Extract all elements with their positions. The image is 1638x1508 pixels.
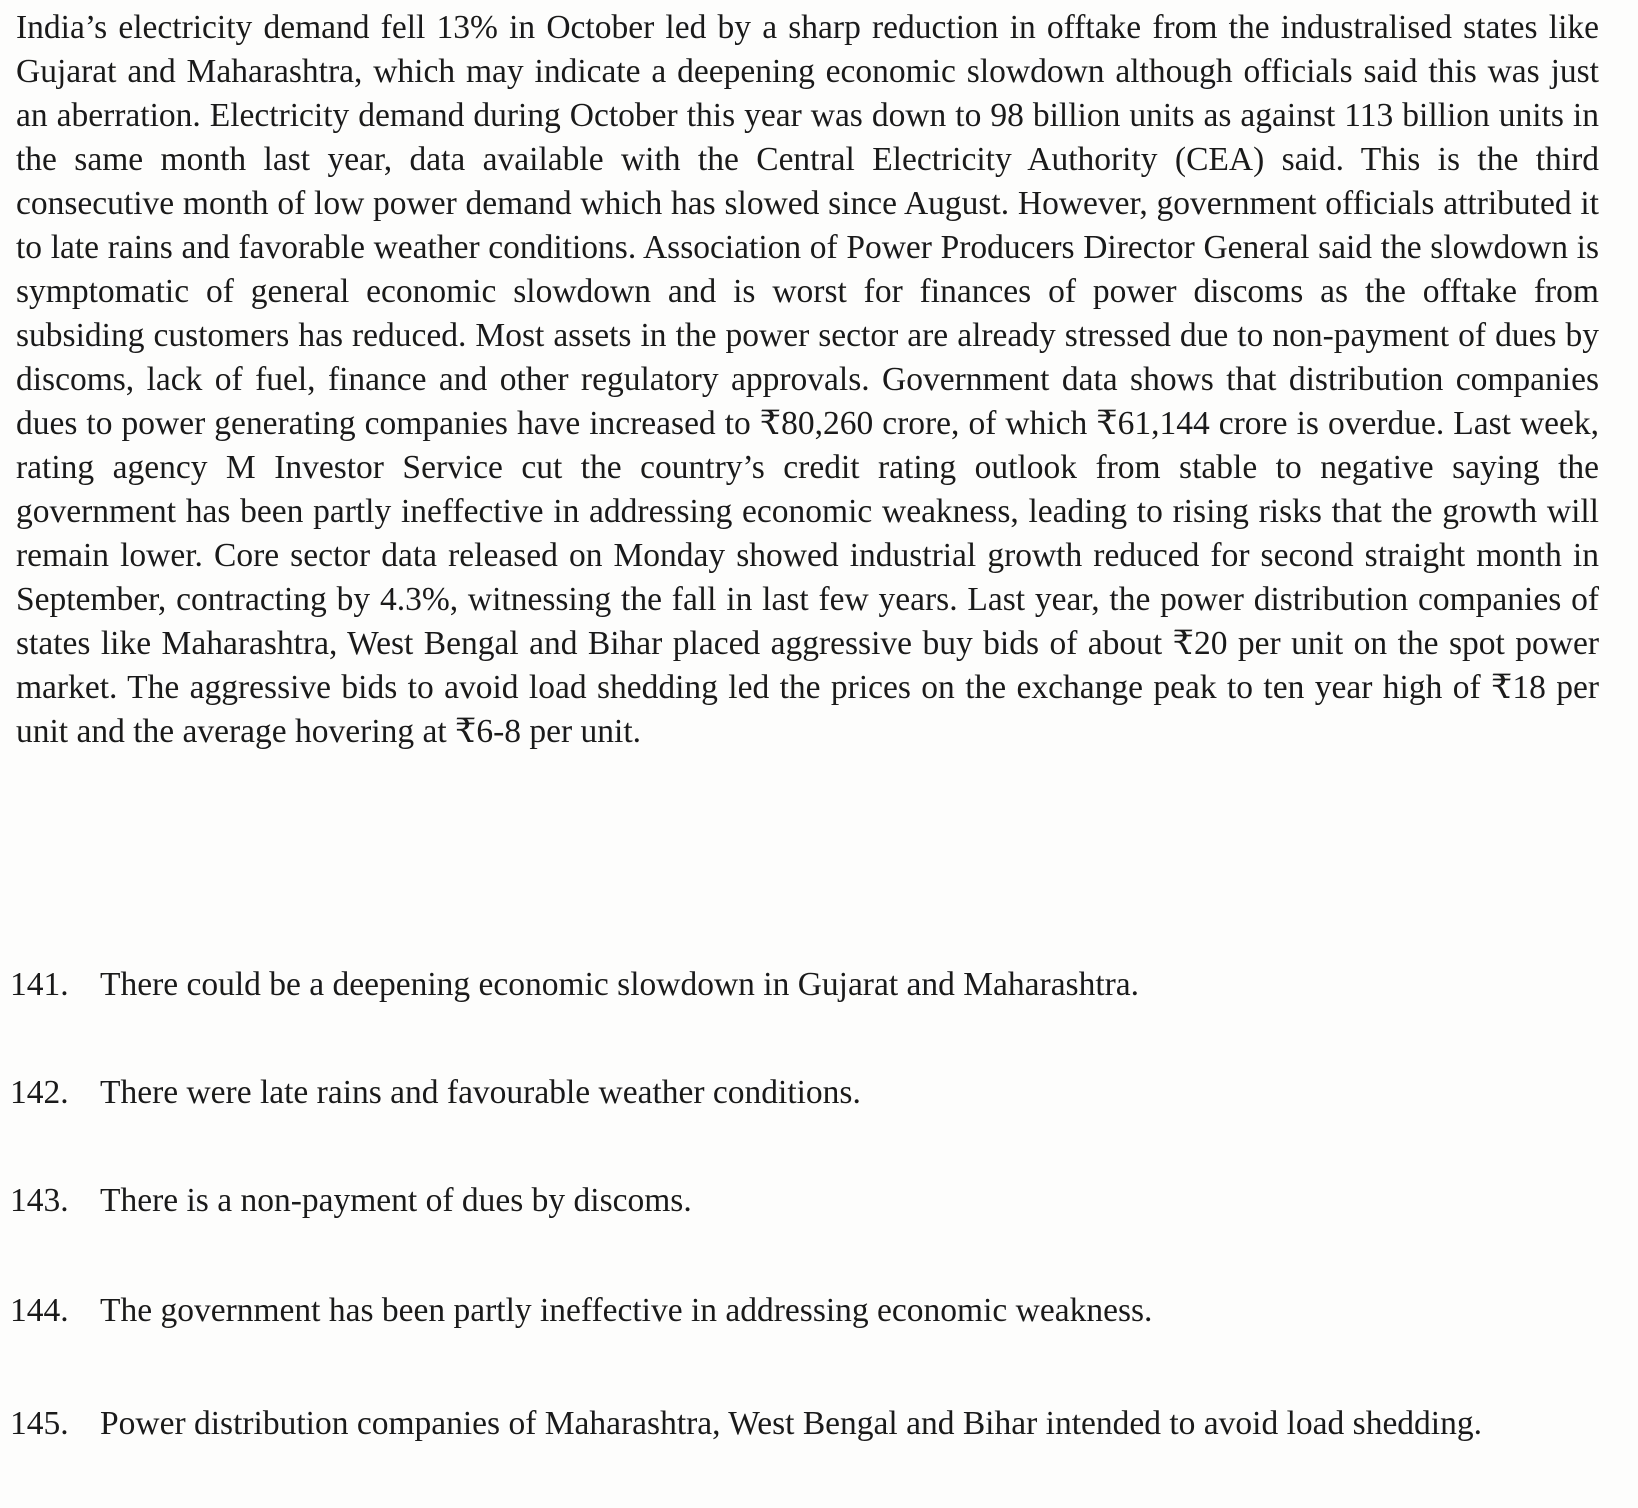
passage-text: India’s electricity demand fell 13% in October led by a sharp reduction in offtake from the industralised states like Gujarat and Maharashtra, which may indicate a deepening economic slowdown although officials said this was just an aberration. Electricity demand during October this year was down to 98 billion units as against 113 billion units in the same month last year, data available with the Central Electricity Authority (CEA) said. This is the third consecutive month of low power demand which has slowed since August. However, government officials attributed it to late rains and favorable weather conditions. Association of Power Producers Director General said the slowdown is symptomatic of general economic slowdown and is worst for finances of power discoms as the offtake from subsiding customers has reduced. Most assets in the power sector are already stressed due to non-payment of dues by discoms, lack of fuel, finance and other regulatory approvals. Government data shows that distribution companies dues to power generating companies have increased to ₹80,260 crore, of which ₹61,144 crore is overdue. Last week, rating agency M Investor Service cut the country’s credit rating outlook from stable to negative saying the government has been partly ineffective in addressing economic weakness, leading to rising risks that the growth will remain lower. Core sector data released on Monday showed industrial growth reduced for second straight month in September, contracting by 4.3%, witnessing the fall in last few years. Last year, the power distribution companies of states like Maharashtra, West Bengal and Bihar placed aggressive buy bids of about ₹20 per unit on the spot power market. The aggressive bids to avoid load shedding led the prices on the exchange peak to ten year high of ₹18 per unit and the average hovering at ₹6-8 per unit. — [16, 9, 1599, 750]
question-statement: There is a non-payment of dues by discoms. — [100, 1182, 692, 1219]
question-141 — [10, 964, 1590, 1006]
question-statement: The government has been partly ineffective in addressing economic weakness. — [100, 1292, 1153, 1329]
question-statement: There could be a deepening economic slowdown in Gujarat and Maharashtra. — [100, 966, 1140, 1003]
question-143 — [10, 1180, 1590, 1222]
question-number: 141. — [10, 966, 69, 1003]
question-145 — [10, 1403, 1590, 1445]
question-142 — [10, 1072, 1590, 1114]
question-statement: Power distribution companies of Maharashtra, West Bengal and Bihar intended to avoid load shedding. — [100, 1405, 1482, 1442]
question-number: 143. — [10, 1182, 69, 1219]
question-number: 145. — [10, 1405, 69, 1442]
question-statement: There were late rains and favourable weather conditions. — [100, 1074, 861, 1111]
question-number: 142. — [10, 1074, 69, 1111]
question-number: 144. — [10, 1292, 69, 1329]
question-144 — [10, 1290, 1590, 1332]
